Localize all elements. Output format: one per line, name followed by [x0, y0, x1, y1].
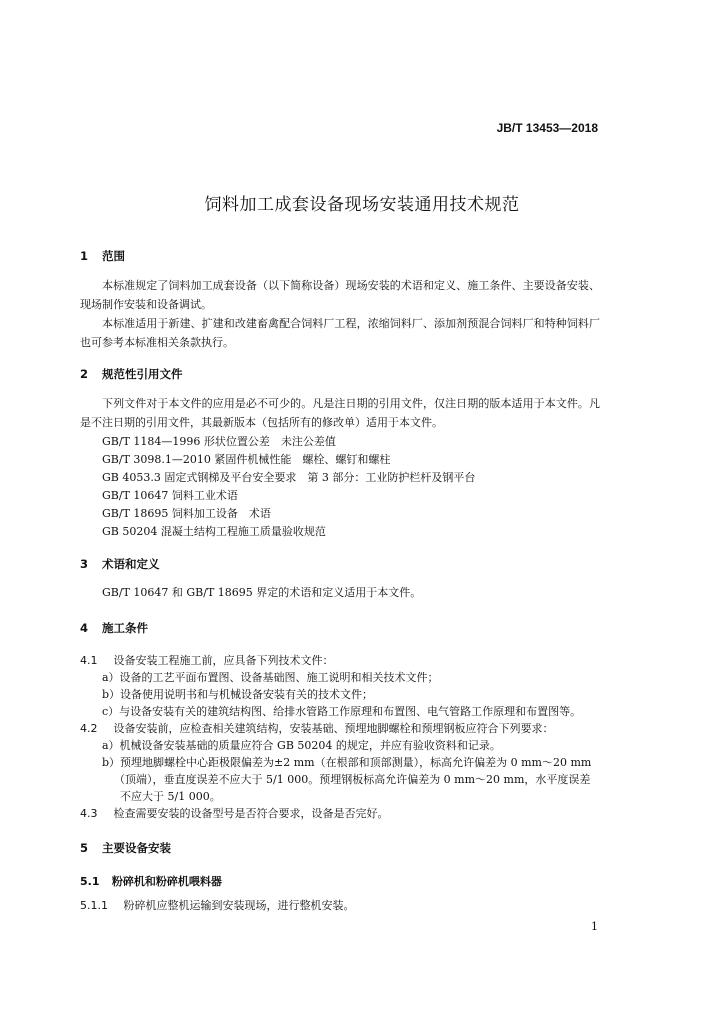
clause-number: 5.1.1	[80, 899, 108, 912]
scope-paragraph-2: 本标准适用于新建、扩建和改建畜禽配合饲料厂工程，浓缩饲料厂、添加剂预混合饲料厂和特种饲料厂也可参考本标准相关条款执行。	[80, 317, 600, 349]
section-title: 范围	[102, 249, 126, 263]
list-item-b: b）预埋地脚螺栓中心距极限偏差为±2 mm（在根部和顶部测量），标高允许偏差为 0 mm～20 mm	[102, 756, 592, 769]
section-3-heading	[80, 556, 160, 572]
section-title: 规范性引用文件	[102, 367, 183, 381]
clause-4-1	[80, 653, 334, 669]
section-title: 施工条件	[102, 621, 149, 635]
reference-item: GB/T 18695 饲料加工设备 术语	[102, 507, 271, 520]
clause-number: 4.3	[80, 807, 98, 820]
section-1-heading	[80, 248, 125, 264]
section-title: 术语和定义	[102, 557, 160, 571]
subsection-5-1-heading	[80, 873, 222, 889]
section-number: 4	[80, 621, 89, 635]
section-number: 3	[80, 557, 89, 571]
list-item-b-continued: 不应大于 5/1 000。	[120, 790, 221, 803]
list-item-b: b）设备使用说明书和与机械设备安装有关的技术文件；	[102, 688, 374, 701]
section-title: 主要设备安装	[102, 841, 172, 855]
reference-item: GB 50204 混凝土结构工程施工质量验收规范	[102, 525, 326, 538]
list-item-c: c）与设备安装有关的建筑结构图、给排水管路工作原理和布置图、电气管路工作原理和布置图等。	[102, 705, 582, 718]
section-number: 2	[80, 367, 89, 381]
list-item-a: a）设备的工艺平面布置图、设备基础图、施工说明和相关技术文件；	[102, 671, 439, 684]
clause-4-3	[80, 806, 389, 822]
scope-paragraph-1: 本标准规定了饲料加工成套设备（以下简称设备）现场安装的术语和定义、施工条件、主要设备安装、现场制作安装和设备调试。	[80, 279, 600, 311]
clause-text: 设备安装前，应检查相关建筑结构，安装基础、预埋地脚螺栓和预埋钢板应符合下列要求：	[113, 722, 554, 735]
reference-item: GB/T 3098.1—2010 紧固件机械性能 螺栓、螺钉和螺柱	[102, 453, 391, 466]
subsection-number: 5.1	[80, 875, 100, 888]
section-2-heading	[80, 366, 183, 382]
clause-text: 检查需要安装的设备型号是否符合要求，设备是否完好。	[113, 807, 389, 820]
reference-item: GB/T 10647 饲料工业术语	[102, 489, 238, 502]
clause-4-2	[80, 721, 554, 737]
clause-5-1-1	[80, 898, 355, 914]
document-title: 饲料加工成套设备现场安装通用技术规范	[204, 195, 520, 215]
list-item-b-continued: （顶端），垂直度误差不应大于 5/1 000。预埋钢板标高允许偏差为 0 mm～20 mm，水平度误差	[114, 773, 591, 786]
standard-number: JB/T 13453—2018	[496, 121, 598, 135]
reference-item: GB 4053.3 固定式钢梯及平台安全要求 第 3 部分：工业防护栏杆及钢平台	[102, 471, 476, 484]
clause-number: 4.2	[80, 722, 98, 735]
clause-text: 设备安装工程施工前，应具备下列技术文件：	[113, 654, 334, 667]
page-number: 1	[591, 920, 598, 933]
list-item-a: a）机械设备安装基础的质量应符合 GB 50204 的规定，并应有验收资料和记录。	[102, 739, 501, 752]
terms-paragraph: GB/T 10647 和 GB/T 18695 界定的术语和定义适用于本文件。	[102, 586, 422, 599]
section-number: 5	[80, 841, 89, 855]
references-intro: 下列文件对于本文件的应用是必不可少的。凡是注日期的引用文件，仅注日期的版本适用于本文件。凡是不注日期的引用文件，其最新版本（包括所有的修改单）适用于本文件。	[80, 397, 600, 429]
section-5-heading	[80, 840, 171, 856]
subsection-title: 粉碎机和粉碎机喂料器	[111, 875, 222, 888]
reference-item: GB/T 1184—1996 形状位置公差 未注公差值	[102, 435, 336, 448]
clause-number: 4.1	[80, 654, 98, 667]
section-4-heading	[80, 620, 148, 636]
section-number: 1	[80, 249, 89, 263]
clause-text: 粉碎机应整机运输到安装现场，进行整机安装。	[123, 899, 355, 912]
